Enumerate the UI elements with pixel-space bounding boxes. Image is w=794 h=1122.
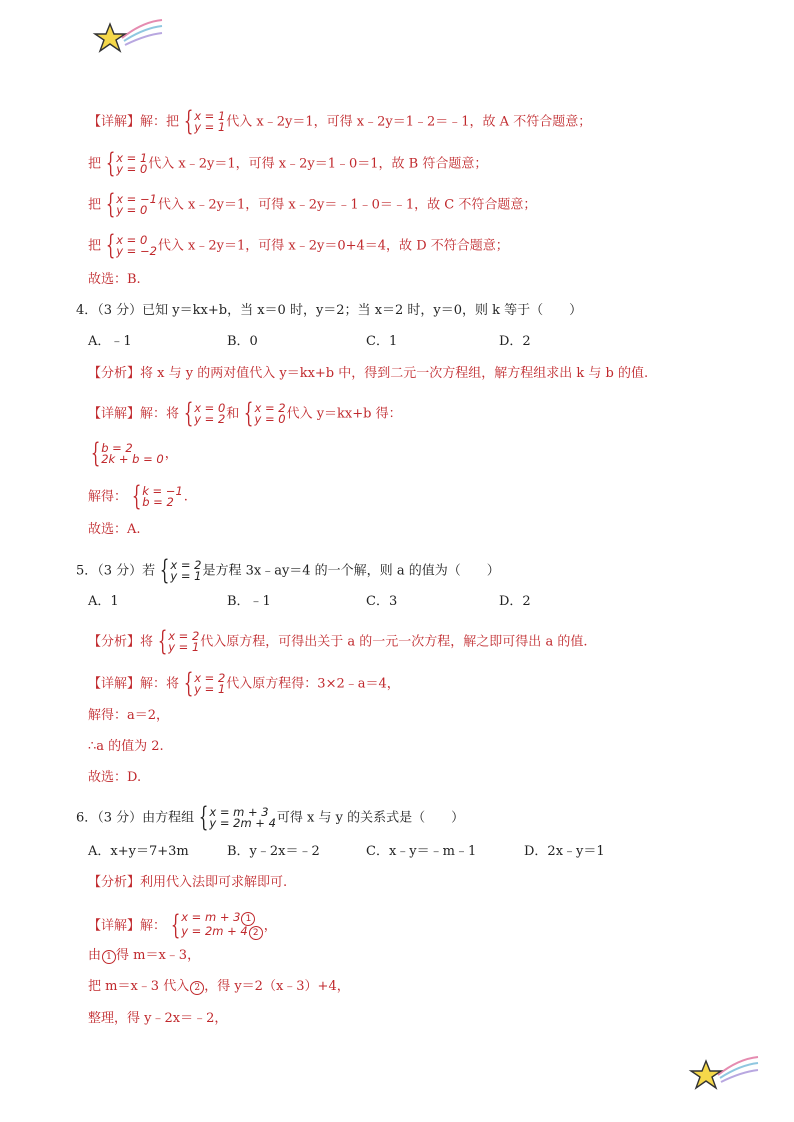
equation-system: { x = 2 y = 1 [160, 555, 202, 586]
q5-choice: 故选：D. [88, 770, 142, 785]
q6-option-d: D．2x﹣y＝1 [524, 844, 605, 859]
eq-row: x = 2 [254, 400, 286, 415]
eq-row: x = 2 [170, 557, 202, 572]
eq-row: b = 2 [142, 495, 174, 509]
eq-row: y = 1 [170, 569, 202, 583]
q4-analysis [88, 366, 648, 382]
q4-detail [88, 398, 402, 429]
text: 可得 x 与 y 的关系式是（ ） [276, 810, 465, 826]
q3-choice: 故选：B. [88, 272, 141, 287]
q4-choice: 故选：A. [88, 522, 141, 537]
eq-row: x = 2 [194, 670, 226, 685]
eq-row: x = 0 [194, 400, 226, 415]
detail-label: 【详解】 [88, 406, 141, 422]
q5-analysis [88, 626, 588, 657]
equation-system: { b = 2 2k + b = 0 [90, 438, 164, 469]
q4-option-a: A．﹣1 [88, 334, 132, 349]
text: 是方程 3x﹣ay＝4 的一个解，则 a 的值为（ ） [202, 563, 500, 579]
q4-stem: 4．（3 分）已知 y＝kx+b，当 x＝0 时，y＝2；当 x＝2 时，y＝0，则 k 等于（ ） [76, 303, 583, 318]
text: 5．（3 分）若 [76, 563, 156, 579]
eq-row: y = 0 [116, 162, 148, 176]
q6-analysis [88, 875, 287, 891]
equation-system: { k = −1 b = 2 [131, 481, 183, 512]
circled-number: 1 [102, 950, 116, 964]
eq-row: x = m + 3 [181, 910, 241, 924]
equation-system: { x = 0 y = 2 [183, 398, 226, 429]
detail-label: 【详解】 [88, 114, 141, 130]
q5-stem [76, 555, 500, 586]
q6-step1 [88, 948, 200, 964]
text: 得 m＝x﹣3， [116, 948, 201, 963]
equation-system: { x = 0 y = −2 [105, 230, 157, 261]
q6-option-b: B．y﹣2x＝﹣2 [227, 844, 320, 859]
q4-system [86, 438, 178, 469]
text: . [183, 489, 188, 505]
eq-row: y = 0 [116, 203, 148, 217]
text: 把 [88, 238, 102, 254]
equation-system: { x = 2 y = 1 [183, 668, 226, 699]
circled-number: 2 [190, 981, 204, 995]
analysis-label: 【分析】 [88, 875, 141, 890]
q5-therefore: ∴a 的值为 2. [88, 739, 164, 754]
eq-row: x = 0 [116, 232, 148, 247]
eq-row: y = 2m + 4 [209, 816, 276, 830]
eq-row: 2k + b = 0 [101, 452, 164, 466]
eq-row: y = 2m + 4 [181, 924, 248, 938]
text: 解：将 [140, 406, 180, 422]
detail-label: 【详解】 [88, 918, 141, 934]
text: 解：将 [140, 676, 180, 692]
q5-option-d: D．2 [499, 594, 531, 609]
eq-row: y = 2 [194, 412, 226, 426]
q6-stem [76, 802, 465, 833]
text: ，得 y＝2（x﹣3）+4， [204, 979, 350, 994]
equation-system: { x = 2 y = 0 [244, 398, 286, 429]
q4-option-b: B．0 [227, 334, 258, 349]
eq-row: y = −2 [116, 244, 157, 258]
eq-row: y = 0 [254, 412, 286, 426]
q5-option-b: B．﹣1 [227, 594, 271, 609]
eq-row: x = −1 [116, 191, 157, 206]
text: 和 [226, 406, 240, 422]
text: 把 [88, 197, 102, 213]
q6-option-c: C．x﹣y＝﹣m﹣1 [366, 844, 477, 859]
equation-system: { x = 2 y = 1 [157, 626, 200, 657]
eq-row: y = 1 [168, 640, 200, 654]
q6-step3: 整理，得 y﹣2x＝﹣2， [88, 1011, 228, 1026]
text: 将 x 与 y 的两对值代入 y＝kx+b 中，得到二元一次方程组，解方程组求出 k 与 b 的值. [140, 366, 649, 381]
text: ， [164, 446, 178, 462]
q5-option-c: C．3 [366, 594, 398, 609]
equation-system: { x = m + 3 y = 2m + 4 [199, 802, 276, 833]
equation-system: { x = m + 3 1 y = 2m + 4 2 [167, 912, 263, 940]
detail-label: 【详解】 [88, 676, 141, 692]
q4-option-d: D．2 [499, 334, 531, 349]
text: 代入原方程，可得出关于 a 的一元一次方程，解之即可得出 a 的值. [200, 634, 588, 650]
q3-detail-line1 [88, 106, 592, 137]
equation-system: { x = −1 y = 0 [105, 189, 157, 220]
q3-detail-line3 [88, 189, 537, 220]
eq-row: y = 1 [194, 120, 226, 134]
q5-option-a: A．1 [88, 594, 119, 609]
q6-step2 [88, 979, 350, 995]
text: 把 m＝x﹣3 代入 [88, 979, 190, 994]
text: 代入 y＝kx+b 得： [286, 406, 402, 422]
text: 代入 x﹣2y＝1，可得 x﹣2y＝1﹣0＝1，故 B 符合题意； [148, 156, 488, 172]
eq-row: x = 1 [116, 150, 148, 165]
shooting-star-icon [92, 16, 164, 58]
eq-row: k = −1 [142, 483, 183, 498]
q6-detail [88, 912, 277, 940]
eq-row: x = 1 [194, 108, 226, 123]
eq-row: y = 1 [194, 682, 226, 696]
text: 解：把 [140, 114, 180, 130]
text: 将 [140, 634, 154, 650]
eq-row: x = m + 3 [209, 804, 269, 819]
q3-detail-line2 [88, 148, 488, 179]
analysis-label: 【分析】 [88, 634, 141, 650]
text: 代入 x﹣2y＝1，可得 x﹣2y＝1﹣2＝﹣1，故 A 不符合题意； [226, 114, 592, 130]
equation-system: { x = 1 y = 0 [105, 148, 148, 179]
circled-number: 2 [249, 926, 263, 940]
circled-number: 1 [241, 912, 255, 926]
text: 解： [140, 918, 167, 934]
text: ， [263, 918, 277, 934]
text: 利用代入法即可求解即可. [140, 875, 288, 890]
analysis-label: 【分析】 [88, 366, 141, 381]
q3-detail-line4 [88, 230, 509, 261]
q5-solve: 解得：a＝2， [88, 708, 170, 723]
text: 把 [88, 156, 102, 172]
q5-detail [88, 668, 400, 699]
q4-solve [88, 481, 188, 512]
eq-row: b = 2 [101, 440, 133, 455]
text: 解得： [88, 489, 128, 505]
q4-option-c: C．1 [366, 334, 398, 349]
equation-system: { x = 1 y = 1 [183, 106, 226, 137]
text: 代入 x﹣2y＝1，可得 x﹣2y＝0+4＝4，故 D 不符合题意； [157, 238, 509, 254]
text: 代入 x﹣2y＝1，可得 x﹣2y＝﹣1﹣0＝﹣1，故 C 不符合题意； [157, 197, 537, 213]
eq-row: x = 2 [168, 628, 200, 643]
q6-option-a: A．x+y＝7+3m [88, 844, 189, 859]
text: 由 [88, 948, 102, 963]
text: 代入原方程得：3×2﹣a＝4， [226, 676, 400, 692]
text: 6．（3 分）由方程组 [76, 810, 195, 826]
shooting-star-icon [688, 1053, 760, 1095]
